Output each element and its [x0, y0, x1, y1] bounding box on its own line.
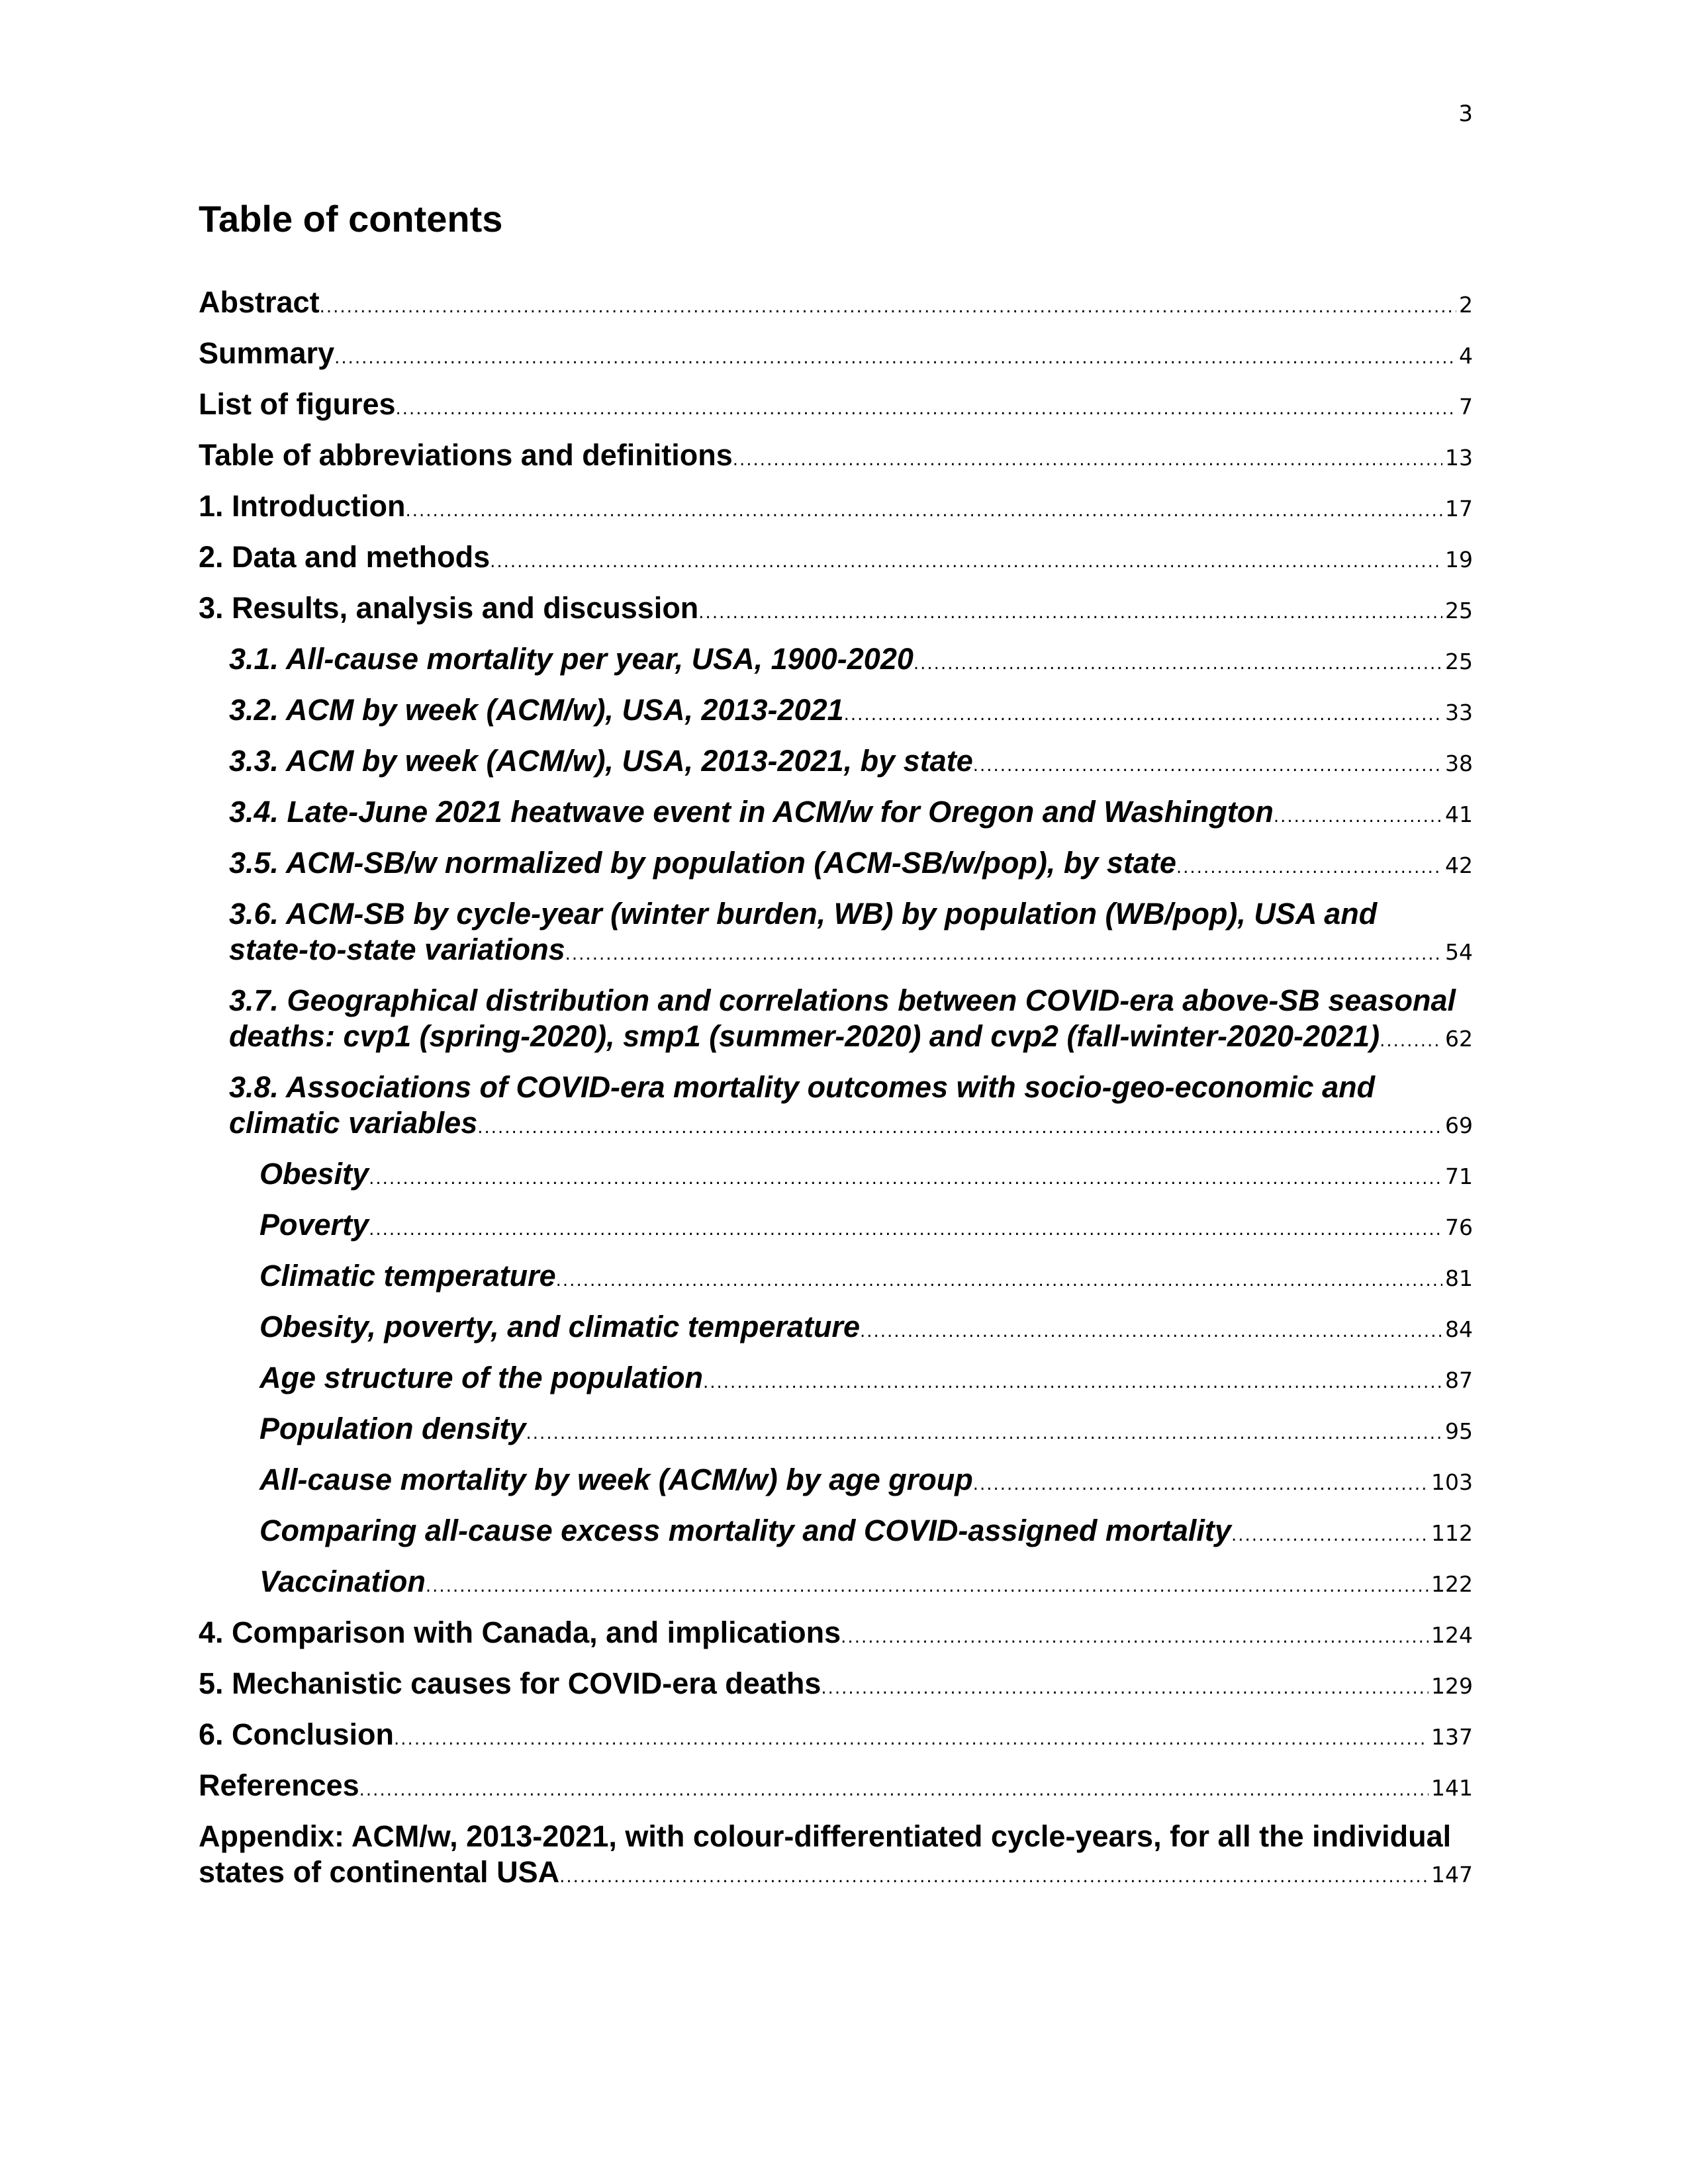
- dot-leader: [973, 748, 1442, 784]
- toc-entry-page: 42: [1445, 852, 1473, 878]
- dot-leader: [396, 391, 1456, 427]
- toc-entry[interactable]: [199, 539, 1473, 575]
- toc-entry[interactable]: [199, 1615, 1473, 1651]
- toc-entry-label: 4. Comparison with Canada, and implications: [199, 1615, 841, 1649]
- dot-leader: [369, 1212, 1442, 1248]
- toc-entry[interactable]: [199, 1411, 1473, 1447]
- toc-entry-page: 62: [1445, 1026, 1473, 1052]
- toc-entry[interactable]: [199, 1309, 1473, 1345]
- toc-entry[interactable]: [199, 1258, 1473, 1294]
- toc-entry-page: 7: [1459, 394, 1473, 420]
- toc-entry-label: states of continental USA: [199, 1855, 560, 1889]
- toc-entry-label: 3.5. ACM-SB/w normalized by population (ACM-SB/w/pop), by state: [229, 846, 1176, 880]
- toc-entry-label: deaths: cvp1 (spring-2020), smp1 (summer-2020) and cvp2 (fall-winter-2020-2021): [229, 1019, 1380, 1053]
- toc-entry[interactable]: [199, 285, 1473, 320]
- toc-entry[interactable]: [199, 845, 1473, 881]
- toc-entry-label: Abstract: [199, 285, 320, 319]
- dot-leader: [973, 1467, 1429, 1502]
- dot-leader: [1274, 799, 1442, 835]
- toc-entry-label: Comparing all-cause excess mortality and COVID-assigned mortality: [259, 1514, 1231, 1547]
- toc-entry-label: References: [199, 1768, 359, 1802]
- toc-entry[interactable]: [199, 983, 1473, 1054]
- dot-leader: [703, 1365, 1442, 1400]
- dot-leader: [405, 493, 1442, 529]
- dot-leader: [1231, 1518, 1429, 1553]
- toc-entry[interactable]: [199, 1717, 1473, 1752]
- toc-entry-page: 103: [1431, 1469, 1473, 1495]
- toc-entry-label: 2. Data and methods: [199, 540, 491, 574]
- toc-entry-page: 25: [1445, 598, 1473, 623]
- dot-leader: [394, 1721, 1429, 1757]
- toc-entry-page: 19: [1445, 547, 1473, 572]
- dot-leader: [359, 1772, 1429, 1808]
- toc-entry-label: 3.4. Late-June 2021 heatwave event in ACM/w for Oregon and Washington: [229, 795, 1274, 829]
- toc-entry-page: 112: [1431, 1520, 1473, 1546]
- toc-entry-label: Poverty: [259, 1208, 369, 1242]
- toc-entry[interactable]: [199, 1513, 1473, 1549]
- toc-entry-page: 54: [1445, 939, 1473, 965]
- toc-entry-page: 69: [1445, 1113, 1473, 1138]
- toc-entry-page: 76: [1445, 1214, 1473, 1240]
- toc-entry-label: Summary: [199, 336, 335, 370]
- dot-leader: [821, 1670, 1429, 1706]
- toc-entry-label: 3. Results, analysis and discussion: [199, 591, 699, 625]
- dot-leader: [565, 936, 1442, 972]
- toc-entry-label: 6. Conclusion: [199, 1717, 395, 1751]
- toc-entry-page: 4: [1459, 343, 1473, 369]
- toc-entry[interactable]: [199, 437, 1473, 473]
- toc-entry-label: Table of abbreviations and definitions: [199, 438, 733, 472]
- table-of-contents: [199, 285, 1473, 1890]
- toc-entry-page: 81: [1445, 1265, 1473, 1291]
- toc-entry[interactable]: [199, 488, 1473, 524]
- toc-entry-label: Climatic temperature: [259, 1259, 556, 1293]
- toc-entry-page: 95: [1445, 1418, 1473, 1444]
- toc-entry[interactable]: [199, 590, 1473, 626]
- toc-entry[interactable]: [199, 387, 1473, 422]
- toc-entry-label-line1: 3.7. Geographical distribution and correlations between COVID-era above-SB seasonal: [229, 983, 1456, 1017]
- dot-leader: [733, 442, 1442, 478]
- toc-entry-page: 38: [1445, 751, 1473, 776]
- toc-entry-page: 129: [1431, 1673, 1473, 1699]
- toc-entry-page: 25: [1445, 649, 1473, 674]
- toc-entry-page: 41: [1445, 801, 1473, 827]
- dot-leader: [490, 544, 1442, 580]
- toc-entry-label: All-cause mortality by week (ACM/w) by age group: [259, 1463, 973, 1496]
- toc-entry-label-line1: 3.8. Associations of COVID-era mortality outcomes with socio-geo-economic and: [229, 1070, 1376, 1104]
- toc-entry-label: 1. Introduction: [199, 489, 406, 523]
- toc-title: Table of contents: [199, 198, 503, 240]
- dot-leader: [1380, 1023, 1442, 1059]
- toc-entry[interactable]: [199, 641, 1473, 677]
- dot-leader: [844, 697, 1442, 733]
- dot-leader: [841, 1619, 1429, 1655]
- dot-leader: [698, 595, 1442, 631]
- toc-entry-label: Age structure of the population: [259, 1361, 703, 1394]
- toc-entry-page: 124: [1431, 1622, 1473, 1648]
- toc-entry-page: 122: [1431, 1571, 1473, 1597]
- toc-entry-page: 33: [1445, 700, 1473, 725]
- toc-entry-page: 2: [1459, 292, 1473, 318]
- toc-entry-label: Obesity, poverty, and climatic temperature: [259, 1310, 860, 1343]
- dot-leader: [477, 1110, 1442, 1146]
- toc-entry-page: 87: [1445, 1367, 1473, 1393]
- dot-leader: [526, 1416, 1442, 1451]
- toc-entry-label: 3.3. ACM by week (ACM/w), USA, 2013-2021, by state: [229, 744, 973, 778]
- page-number: 3: [1458, 101, 1473, 127]
- dot-leader: [426, 1569, 1429, 1604]
- toc-entry[interactable]: [199, 743, 1473, 779]
- toc-entry-label: Obesity: [259, 1157, 369, 1191]
- toc-entry-label-line1: Appendix: ACM/w, 2013-2021, with colour-differentiated cycle-years, for all the individual: [199, 1819, 1452, 1853]
- dot-leader: [369, 1161, 1442, 1197]
- dot-leader: [1176, 850, 1442, 886]
- toc-entry-label: climatic variables: [229, 1106, 478, 1140]
- dot-leader: [914, 646, 1442, 682]
- toc-entry-page: 71: [1445, 1163, 1473, 1189]
- dot-leader: [559, 1859, 1429, 1895]
- toc-entry[interactable]: [199, 1360, 1473, 1396]
- toc-entry-label: Vaccination: [259, 1565, 426, 1598]
- toc-entry[interactable]: [199, 1156, 1473, 1192]
- toc-entry-label: 3.1. All-cause mortality per year, USA, 1900-2020: [229, 642, 914, 676]
- toc-entry[interactable]: [199, 1564, 1473, 1600]
- dot-leader: [556, 1263, 1442, 1298]
- toc-entry-label: List of figures: [199, 387, 396, 421]
- toc-entry-label: 3.2. ACM by week (ACM/w), USA, 2013-2021: [229, 693, 844, 727]
- toc-entry[interactable]: [199, 896, 1473, 968]
- toc-entry[interactable]: [199, 1666, 1473, 1702]
- toc-entry-label: 5. Mechanistic causes for COVID-era deaths: [199, 1666, 821, 1700]
- toc-entry-page: 84: [1445, 1316, 1473, 1342]
- dot-leader: [860, 1314, 1442, 1349]
- toc-entry-page: 141: [1431, 1775, 1473, 1801]
- toc-entry-page: 137: [1431, 1724, 1473, 1750]
- toc-entry[interactable]: [199, 692, 1473, 728]
- toc-entry[interactable]: [199, 1207, 1473, 1243]
- toc-entry[interactable]: [199, 1819, 1473, 1890]
- toc-entry[interactable]: [199, 1462, 1473, 1498]
- toc-entry-label-line1: 3.6. ACM-SB by cycle-year (winter burden, WB) by population (WB/pop), USA and: [229, 897, 1378, 931]
- dot-leader: [320, 289, 1456, 325]
- toc-entry-page: 13: [1445, 445, 1473, 471]
- toc-entry-page: 147: [1431, 1862, 1473, 1888]
- toc-entry[interactable]: [199, 1768, 1473, 1803]
- toc-entry[interactable]: [199, 336, 1473, 371]
- dot-leader: [334, 340, 1456, 376]
- toc-entry-label: Population density: [259, 1412, 526, 1445]
- toc-entry-label: state-to-state variations: [229, 933, 565, 966]
- toc-entry[interactable]: [199, 1069, 1473, 1141]
- toc-entry-page: 17: [1445, 496, 1473, 522]
- toc-entry[interactable]: [199, 794, 1473, 830]
